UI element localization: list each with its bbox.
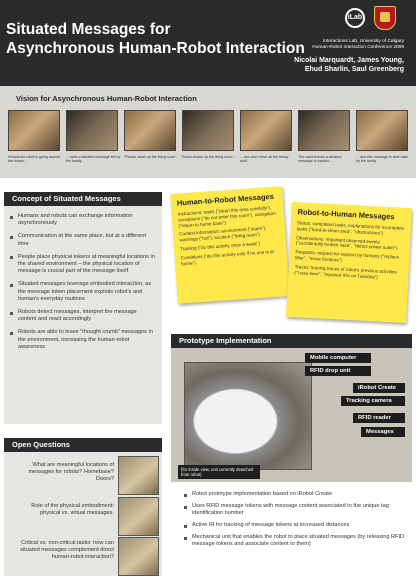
concept-bullet: People place physical tokens at meaningful locations in the shared environment – the physical location of message is crucial part of the message itself bbox=[10, 254, 155, 276]
vision-caption-7: ... and this message is seen later by the family. bbox=[356, 155, 409, 164]
lab-line-1: Interactions Lab, University of Calgary bbox=[322, 39, 404, 44]
r2h-traces: Traces: leaving traces of robot's previous activities ("I was here", "repaired this on Tuesday") bbox=[294, 263, 398, 280]
vision-photo-7 bbox=[356, 110, 408, 151]
h2r-conditions: Conditions ("do this activity only if no one is at home") bbox=[180, 248, 275, 267]
concept-bullet: Robots detect messages, interpret the message content and react accordingly bbox=[10, 309, 155, 324]
h2r-instructions: Instructions: tasks ("clean this area carefully"), exceptions ("do not enter this room"), navigation ("return to home base") bbox=[177, 205, 276, 229]
label-rfid-drop-unit: RFID drop unit bbox=[305, 366, 371, 376]
label-irobot-create: iRobot Create bbox=[353, 383, 405, 393]
open-question-photo-3 bbox=[118, 537, 159, 576]
vision-photo-5 bbox=[240, 110, 292, 151]
label-mobile-computer: Mobile computer bbox=[305, 353, 371, 363]
concept-bullet: Communication at the same place, but at a different time bbox=[10, 233, 155, 248]
prototype-bullet: Robot prototype implementation based on iRobot Create bbox=[184, 491, 408, 498]
vision-title: Vision for Asynchronous Human-Robot Interaction bbox=[16, 94, 197, 103]
r2h-observations: Observations: important observed events ("accidentally broken vase", "defect power outlet") bbox=[295, 234, 398, 251]
vision-caption-3: "Please clean up the living room" bbox=[124, 155, 177, 159]
prototype-header: Prototype Implementation bbox=[171, 334, 412, 348]
concept-bullets bbox=[10, 213, 155, 357]
concept-bullet: Robots are able to leave "thought crumb" messages in the environment, increasing the human-robot awareness bbox=[10, 329, 155, 351]
vision-photo-2 bbox=[66, 110, 118, 151]
open-question-photo-2 bbox=[118, 497, 159, 536]
title-line-2: Asynchronous Human-Robot Interaction bbox=[6, 40, 305, 57]
h2r-context: Context information: environment ("stairs"), warnings ("hot"), location ("living room") bbox=[178, 225, 267, 243]
vision-caption-5: ... but can't move all the heavy stuff. bbox=[240, 155, 289, 164]
prototype-bullet: Mechanical unit that enables the robot to place situated messages (by releasing RFID message tokens and associate content to them) bbox=[184, 534, 408, 548]
authors bbox=[294, 56, 404, 74]
open-question-photo-1 bbox=[118, 456, 159, 495]
h2r-title: Human-to-Robot Messages bbox=[176, 191, 275, 208]
ilab-logo: iLab bbox=[345, 8, 365, 28]
prototype-bullet: Uses RFID message tokens with message content associated to the unique tag identification number bbox=[184, 503, 408, 517]
authors-line-1: Nicolai Marquardt, James Young, bbox=[294, 57, 404, 64]
vision-photo-4 bbox=[182, 110, 234, 151]
robot-to-human-note bbox=[286, 202, 412, 323]
prototype-bullets bbox=[184, 491, 408, 553]
open-questions-header: Open Questions bbox=[4, 438, 162, 452]
open-question-3: Critical vs. non-critical tasks: how can situated messages complement direct human-robot interaction? bbox=[20, 540, 114, 561]
prototype-bullet: Active IR for tracking of message tokens at increased distances bbox=[184, 522, 408, 529]
concept-bullet: Humans and robots can exchange information asynchronously bbox=[10, 213, 155, 228]
vision-caption-1: Household robot is going around the house... bbox=[8, 155, 60, 164]
university-crest-logo bbox=[374, 6, 396, 30]
vision-photo-1 bbox=[8, 110, 60, 151]
lab-line-2: Human-Robot Interaction Conference 2009 bbox=[312, 45, 404, 50]
r2h-requests: Requests: request for support by humans ("replace filter", "move furniture") bbox=[295, 249, 400, 263]
vision-photo-6 bbox=[298, 110, 350, 151]
label-messages: Messages bbox=[361, 427, 405, 437]
title-line-1: Situated Messages for bbox=[6, 21, 171, 38]
poster-title bbox=[6, 20, 305, 58]
lab-affiliation bbox=[312, 39, 404, 51]
robot-prototype-image bbox=[184, 362, 312, 470]
h2r-training: Training ("do this activity once a week") bbox=[179, 240, 261, 252]
open-question-2: Role of the physical embodiment: physical vs. virtual messages. bbox=[31, 503, 114, 517]
authors-line-2: Ehud Sharlin, Saul Greenberg bbox=[304, 66, 404, 73]
concept-header: Concept of Situated Messages bbox=[4, 192, 162, 206]
vision-caption-2: ... sees a situated message left by the family. bbox=[66, 155, 121, 164]
vision-caption-6: The robot leaves a situated message to explain... bbox=[298, 155, 342, 164]
human-to-robot-note bbox=[170, 186, 289, 304]
concept-bullet: Situated messages leverage embodied interaction, as the message token placement exploits robot's and human's everyday routines bbox=[10, 281, 155, 303]
vision-caption-4: Robot cleans up the living room... bbox=[182, 155, 236, 159]
vision-photo-3 bbox=[124, 110, 176, 151]
r2h-title: Robot-to-Human Messages bbox=[297, 207, 395, 222]
label-rfid-reader: RFID reader bbox=[353, 413, 405, 423]
prototype-inside-note: (for inside view, unit currently detached from robot) bbox=[178, 465, 260, 479]
r2h-status: Status: completed tasks, explanations for incomplete tasks ("hard-to-clean area", "obstructions") bbox=[296, 220, 405, 236]
label-tracking-camera: Tracking camera bbox=[341, 396, 405, 406]
poster-header bbox=[0, 0, 416, 86]
open-question-1: What are meaningful locations of messages for robots? Homebase? Doors? bbox=[28, 462, 114, 483]
